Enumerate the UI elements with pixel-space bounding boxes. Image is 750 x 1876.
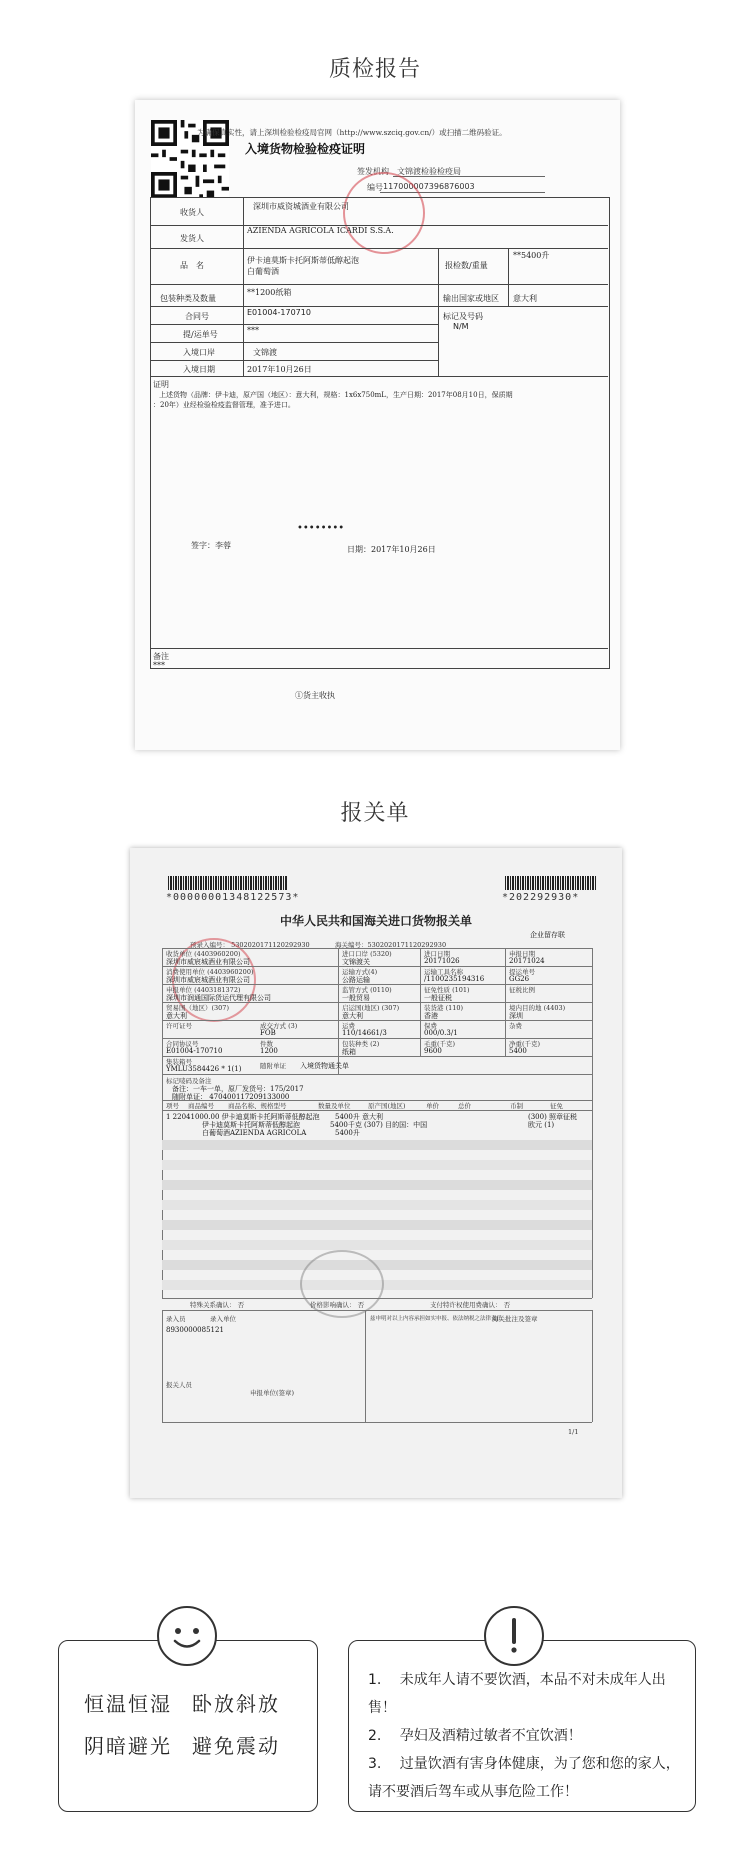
field-trade-country-label: 贸易国（地区）(307) — [166, 1004, 229, 1012]
field-deal-label: 成交方式 (3) — [260, 1022, 298, 1030]
issuer-label: 签发机构 — [357, 167, 389, 176]
warning-excess: 3. 过量饮酒有害身体健康，为了您和您的家人，请不要酒后驾车或从事危险工作！ — [368, 1756, 680, 1800]
field-gross-label: 毛重(千克) — [424, 1040, 456, 1048]
field-contract-label: 合同协议号 — [166, 1040, 199, 1048]
page-number: 1/1 — [568, 1428, 579, 1436]
entry-person-number: 8930000085121 — [166, 1326, 224, 1334]
customs-declaration — [130, 848, 622, 1498]
special-relation-label: 特殊关系确认： 否 — [190, 1301, 245, 1309]
field-supervision-label: 监管方式 (0110) — [342, 986, 392, 994]
issue-date: 日期：2017年10月26日 — [347, 545, 436, 554]
declare-unit-label: 申报单位(签章) — [250, 1389, 295, 1397]
goods-line-1: 1 22041000.00 伊卡迪莫斯卡托阿斯蒂低醇起泡 — [166, 1113, 320, 1121]
entry-date-label: 入境日期 — [183, 365, 215, 374]
field-bill-label: 提运单号 — [509, 968, 535, 976]
goods-label: 品 名 — [180, 261, 204, 270]
mark-value: N/M — [453, 322, 469, 331]
pre-entry-number: 预录入编号： 5302020171120292930 — [190, 941, 310, 949]
field-container-label: 集装箱号 — [166, 1058, 192, 1066]
care-item-temp: 恒温恒湿 — [84, 1692, 172, 1716]
barcode-right-number: *202292930* — [502, 892, 580, 903]
field-bill-value: GG26 — [509, 975, 530, 983]
field-destination-value: 深圳 — [509, 1012, 523, 1020]
warning-minors: 1. 未成年人请不要饮酒，本品不对未成年人出售！ — [368, 1672, 666, 1716]
field-insurance-value: 000/0.3/1 — [424, 1029, 458, 1037]
field-consumer-value: 深圳市威宸城酒业有限公司 — [166, 976, 250, 984]
exclamation-icon — [484, 1606, 544, 1666]
field-declarant-value: 深圳市润通国际货运代理有限公司 — [166, 994, 271, 1002]
field-misc-label: 杂费 — [509, 1022, 522, 1030]
goods-col-exemption: 征免 — [550, 1102, 563, 1110]
goods-col-no: 项号 — [166, 1102, 179, 1110]
marks-label: 标记唛码及备注 — [166, 1077, 212, 1085]
goods-line-2-currency: 欧元 (1) — [528, 1121, 555, 1129]
field-license-label: 许可证号 — [166, 1022, 192, 1030]
signature: 签字：李蓉 — [191, 541, 231, 550]
field-package-label: 包装种类 (2) — [342, 1040, 380, 1048]
section-title-inspection: 质检报告 — [328, 57, 421, 82]
barcode-left-number: *0000000134812257З* — [166, 892, 300, 903]
field-departure-label: 启运国(地区) (307) — [342, 1004, 400, 1012]
field-consignee-value: 深圳市威宸城酒业有限公司 — [166, 958, 250, 966]
entry-number: 海关编号：5302020171120292930 — [335, 941, 447, 949]
entry-unit-label: 录入单位 — [210, 1315, 236, 1323]
field-package-value: 纸箱 — [342, 1048, 356, 1056]
quantity-value: **5400升 — [513, 251, 550, 260]
field-transport-value: 公路运输 — [342, 976, 370, 984]
field-attached-value: 入境货物通关单 — [300, 1062, 349, 1070]
proof-text-1: 上述货物（品牌：伊卡迪，原产国（地区）：意大利，规格：1x6x750mL，生产日期：2017年08月10日，保质期 — [159, 391, 513, 399]
issuer-value: 文锦渡检验检疫局 — [397, 167, 461, 176]
port-value: 文锦渡 — [253, 348, 277, 357]
field-pieces-label: 件数 — [260, 1040, 273, 1048]
mark-label: 标记及号码 — [443, 312, 483, 321]
goods-col-qty: 数量及单位 — [318, 1102, 351, 1110]
consignor-value: AZIENDA AGRICOLA ICARDI S.S.A. — [247, 226, 394, 235]
field-destination-label: 境内目的地 (4403) — [509, 1004, 566, 1012]
consignor-label: 发货人 — [180, 234, 204, 243]
consignee-value: 深圳市威资城酒业有限公司 — [253, 202, 349, 211]
field-declare-date-label: 申报日期 — [509, 950, 535, 958]
number-label: 编号 — [367, 183, 383, 192]
field-loading-port-value: 香港 — [424, 1012, 438, 1020]
field-consignee-label: 收货单位 (4403960200) — [166, 950, 241, 958]
verify-notice: 为确保真实性，请上深圳检验检疫局官网（http://www.szciq.gov.cn/）或扫描二维码验证。 — [197, 128, 507, 137]
goods-col-price: 单价 — [426, 1102, 439, 1110]
inspection-certificate — [135, 100, 620, 750]
bill-label: 提/运单号 — [183, 330, 218, 339]
declaration-statement: 兹申明对以上内容承担如实申报、依法纳税之法律责任 — [370, 1316, 503, 1322]
contract-label: 合同号 — [185, 312, 209, 321]
field-tax-nature-label: 征免性质 (101) — [424, 986, 470, 994]
bill-value: *** — [247, 326, 259, 335]
section-title-customs: 报关单 — [340, 801, 410, 826]
field-transport-label: 运输方式(4) — [342, 968, 378, 976]
package-label: 包装种类及数量 — [160, 294, 216, 303]
goods-line-3-qty: 5400升 — [335, 1129, 360, 1137]
field-vehicle-value: /1100235194316 — [424, 975, 485, 983]
goods-line-2: 伊卡迪莫斯卡托阿斯蒂低醇起泡 — [202, 1121, 300, 1129]
field-insurance-label: 保费 — [424, 1022, 437, 1030]
field-freight-label: 运费 — [342, 1022, 355, 1030]
field-consumer-label: 消费使用单位 (4403960200) — [166, 968, 254, 976]
origin-label: 输出国家或地区 — [443, 294, 499, 303]
field-net-label: 净重(千克) — [509, 1040, 541, 1048]
goods-col-total: 总价 — [458, 1102, 471, 1110]
marks-line-1: 备注：一车一单，原厂发货号：175/2017 — [172, 1085, 304, 1093]
entry-person-label: 录入员 — [166, 1315, 186, 1323]
field-port-value: 文锦渡关 — [342, 958, 370, 966]
field-import-date-value: 20171026 — [424, 957, 460, 965]
field-declarant-label: 申报单位 (4403181372) — [166, 986, 241, 994]
remark-label: 备注 — [153, 652, 169, 661]
field-deal-value: FOB — [260, 1029, 276, 1037]
field-declare-date-value: 20171024 — [509, 957, 545, 965]
smiley-icon — [157, 1606, 217, 1666]
barcode-right-icon — [505, 876, 597, 890]
contract-value: E01004-170710 — [247, 308, 311, 317]
origin-value: 意大利 — [513, 294, 537, 303]
certificate-title: 入境货物检验检疫证明 — [245, 142, 366, 156]
quantity-label: 报检数/重量 — [445, 261, 488, 270]
goods-col-name: 商品名称、规格型号 — [228, 1102, 287, 1110]
port-label: 入境口岸 — [183, 348, 215, 357]
field-container-value: YMLU3584426 * 1(1) — [166, 1065, 242, 1073]
goods-line-2-qty: 5400千克 (307) 目的国：中国 — [330, 1121, 428, 1129]
proof-text-2: ：20年）业经检验检疫监督管理，准予进口。 — [153, 401, 295, 409]
entry-date-value: 2017年10月26日 — [247, 365, 312, 374]
remark-value: *** — [153, 661, 165, 670]
goods-col-currency: 币制 — [510, 1102, 523, 1110]
field-loading-port-label: 装货港 (110) — [424, 1004, 464, 1012]
consignee-label: 收货人 — [180, 208, 204, 217]
goods-line-1-tax: (300) 照章征税 — [528, 1113, 578, 1121]
customs-title: 中华人民共和国海关进口货物报关单 — [279, 914, 472, 928]
care-item-dark: 阴暗避光 — [84, 1734, 172, 1758]
field-port-label: 进口口岸 (5320) — [342, 950, 392, 958]
customs-note-label: 海关批注及签章 — [492, 1315, 538, 1323]
price-impact-label: 价格影响确认： 否 — [310, 1301, 365, 1309]
declarer-label: 报关人员 — [166, 1381, 192, 1389]
royalty-label: 支付特许权使用费确认： 否 — [430, 1301, 511, 1309]
field-freight-value: 110/14661/3 — [342, 1029, 387, 1037]
barcode-left-icon — [168, 876, 288, 890]
field-tax-nature-value: 一般征税 — [424, 994, 452, 1002]
goods-value-2: 白葡萄酒 — [247, 267, 279, 276]
goods-col-code: 商品编号 — [188, 1102, 214, 1110]
field-gross-value: 9600 — [424, 1047, 442, 1055]
goods-line-3: 白葡萄酒AZIENDA AGRICOLA — [202, 1129, 307, 1137]
field-import-date-label: 进口日期 — [424, 950, 450, 958]
seal-dots: •••••••• — [297, 523, 345, 534]
field-departure-value: 意大利 — [342, 1012, 363, 1020]
goods-line-1-qty: 5400升 意大利 — [335, 1113, 384, 1121]
field-contract-value: E01004-170710 — [166, 1047, 223, 1055]
field-pieces-value: 1200 — [260, 1047, 278, 1055]
field-tax-ratio-label: 征税比例 — [509, 986, 535, 994]
warning-pregnant: 2. 孕妇及酒精过敏者不宜饮酒！ — [368, 1728, 582, 1744]
marks-line-2: 随附单证： 470400117209133000 — [172, 1093, 290, 1101]
copy-label: 企业留存联 — [530, 931, 565, 939]
field-supervision-value: 一般贸易 — [342, 994, 370, 1002]
copy-note: ①货主收执 — [295, 691, 335, 700]
certificate-form — [150, 197, 610, 669]
field-vehicle-label: 运输工具名称 — [424, 968, 463, 976]
field-trade-country-value: 意大利 — [166, 1012, 187, 1020]
field-net-value: 5400 — [509, 1047, 527, 1055]
care-item-lay: 卧放斜放 — [192, 1692, 280, 1716]
package-value: **1200纸箱 — [247, 288, 292, 297]
proof-label: 证明 — [153, 380, 169, 389]
field-attached-label: 随附单证 — [260, 1062, 286, 1070]
goods-value-1: 伊卡迪莫斯卡托阿斯蒂低醇起泡 — [247, 256, 359, 265]
care-item-shock: 避免震动 — [192, 1734, 280, 1758]
certificate-number: 117000007396876003 — [383, 182, 475, 191]
goods-col-origin: 原产国(地区) — [368, 1102, 406, 1110]
